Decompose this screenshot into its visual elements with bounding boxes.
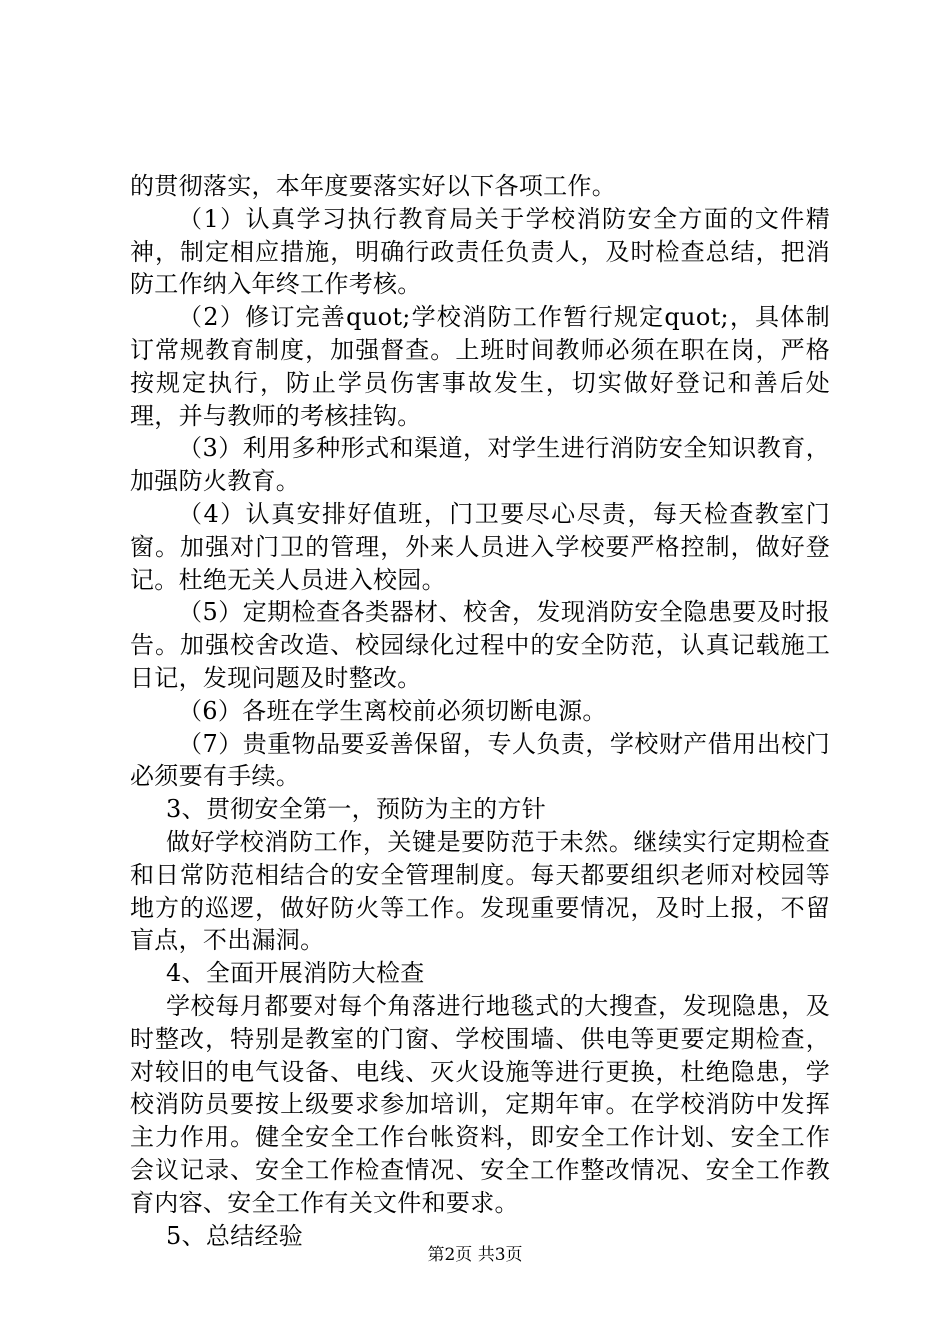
paragraph-item-1: （1）认真学习执行教育局关于学校消防安全方面的文件精神，制定相应措施，明确行政责任负责人，及时检查总结，把消防工作纳入年终工作考核。 [130,204,830,299]
paragraph-item-2: （2）修订完善quot;学校消防工作暂行规定quot;，具体制订常规教育制度，加强督查。上班时间教师必须在职在岗，严格按规定执行，防止学员伤害事故发生，切实做好登记和善后处理，并与教师的考核挂钩。 [130,303,830,430]
paragraph-item-7: （7）贵重物品要妥善保留，专人负责，学校财产借用出校门必须要有手续。 [130,729,830,791]
paragraph-item-4: （4）认真安排好值班，门卫要尽心尽责，每天检查教室门窗。加强对门卫的管理，外来人员进入学校要严格控制，做好登记。杜绝无关人员进入校园。 [130,499,830,594]
paragraph-item-3: （3）利用多种形式和渠道，对学生进行消防安全知识教育，加强防火教育。 [130,434,830,496]
section-heading-3: 3、贯彻安全第一，预防为主的方针 [166,795,547,824]
section-3-body: 做好学校消防工作，关键是要防范于未然。继续实行定期检查和日常防范相结合的安全管理制度。每天都要组织老师对校园等地方的巡逻，做好防火等工作。发现重要情况，及时上报，不留盲点，不出漏洞。 [130,827,830,955]
section-heading-5: 5、总结经验 [166,1221,304,1250]
paragraph-continuation: 的贯彻落实，本年度要落实好以下各项工作。 [130,172,616,200]
paragraph-item-6: （6）各班在学生离校前必须切断电源。 [178,696,607,725]
section-heading-4: 4、全面开展消防大检查 [166,959,425,988]
document-body [130,170,830,1252]
page-footer: 第2页 共3页 [427,1245,523,1265]
section-4-body: 学校每月都要对每个角落进行地毯式的大搜查，发现隐患，及时整改，特别是教室的门窗、学校围墙、供电等更要定期检查，对较旧的电气设备、电线、灭火设施等进行更换，杜绝隐患，学校消防员要按上级要求参加培训，定期年审。在学校消防中发挥主力作用。健全安全工作台帐资料，即安全工作计划、安全工作会议记录、安全工作检查情况、安全工作整改情况、安全工作教育内容、安全工作有关文件和要求。 [130,991,830,1217]
paragraph-item-5: （5）定期检查各类器材、校舍，发现消防安全隐患要及时报告。加强校舍改造、校园绿化过程中的安全防范，认真记载施工日记，发现问题及时整改。 [130,598,830,692]
